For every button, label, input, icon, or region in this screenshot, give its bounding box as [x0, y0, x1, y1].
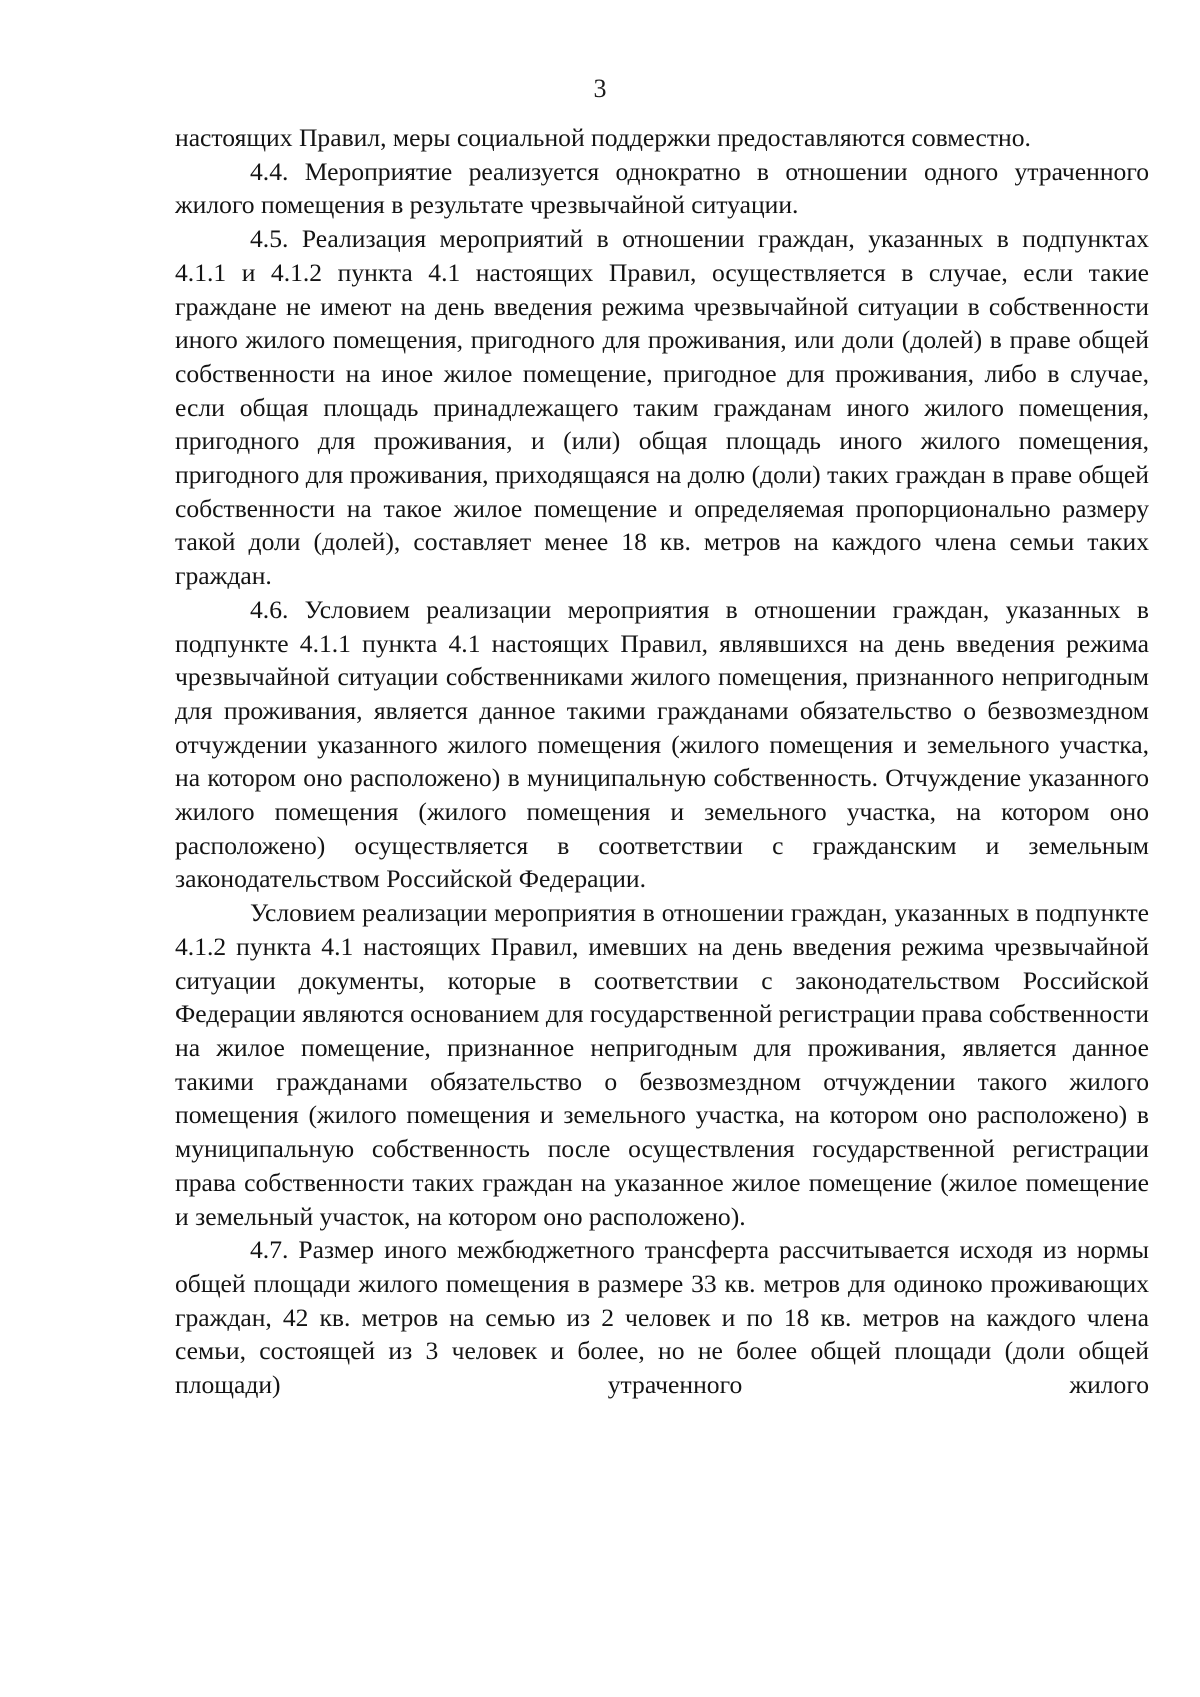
paragraph-4-7: 4.7. Размер иного межбюджетного трансферта рассчитывается исходя из нормы общей площади жилого помещения в размере 33 кв. метров для одиноко проживающих граждан, 42 кв. метров на семью из 2 человек и по 18 кв. метров на каждого члена семьи, состоящей из 3 человек и более, но не более общей площади (доли общей площади) утраченного жилого [175, 1235, 1149, 1400]
paragraph-4-6-second: Условием реализации мероприятия в отношении граждан, указанных в подпункте 4.1.2 пункта 4.1 настоящих Правил, имевших на день введения режима чрезвычайной ситуации документы, которые в соответствии с законодательством Российской Федерации являются основанием для государственной регистрации права собственности на жилое помещение, признанное непригодным для проживания, является данное такими гражданами обязательство о безвозмездном отчуждении такого жилого помещения (жилого помещения и земельного участка, на котором оно расположено) в муниципальную собственность после осуществления государственной регистрации права собственности таких граждан на указанное жилое помещение (жилое помещение и земельный участок, на котором оно расположено). [175, 898, 1149, 1231]
paragraph-4-5: 4.5. Реализация мероприятий в отношении граждан, указанных в подпунктах 4.1.1 и 4.1.2 пункта 4.1 настоящих Правил, осуществляется в случае, если такие граждане не имеют на день введения режима чрезвычайной ситуации в собственности иного жилого помещения, пригодного для проживания, или доли (долей) в праве общей собственности на иное жилое помещение, пригодное для проживания, либо в случае, если общая площадь принадлежащего таким гражданам иного жилого помещения, пригодного для проживания, и (или) общая площадь иного жилого помещения, пригодного для проживания, приходящаяся на долю (доли) таких граждан в праве общей собственности на такое жилое помещение и определяемая пропорционально размеру такой доли (долей), составляет менее 18 кв. метров на каждого члена семьи таких граждан. [175, 224, 1149, 591]
paragraph-continuation: настоящих Правил, меры социальной поддержки предоставляются совместно. [175, 123, 1031, 152]
document-body [175, 121, 1149, 1402]
page-number: 3 [593, 74, 607, 103]
paragraph-4-6: 4.6. Условием реализации мероприятия в отношении граждан, указанных в подпункте 4.1.1 пункта 4.1 настоящих Правил, являвшихся на день введения режима чрезвычайной ситуации собственниками жилого помещения, признанного непригодным для проживания, является данное такими гражданами обязательство о безвозмездном отчуждении указанного жилого помещения (жилого помещения и земельного участка, на котором оно расположено) в муниципальную собственность. Отчуждение указанного жилого помещения (жилого помещения и земельного участка, на котором оно расположено) осуществляется в соответствии с гражданским и земельным законодательством Российской Федерации. [175, 594, 1149, 894]
paragraph-4-4: 4.4. Мероприятие реализуется однократно в отношении одного утраченного жилого помещения в результате чрезвычайной ситуации. [175, 156, 1149, 220]
